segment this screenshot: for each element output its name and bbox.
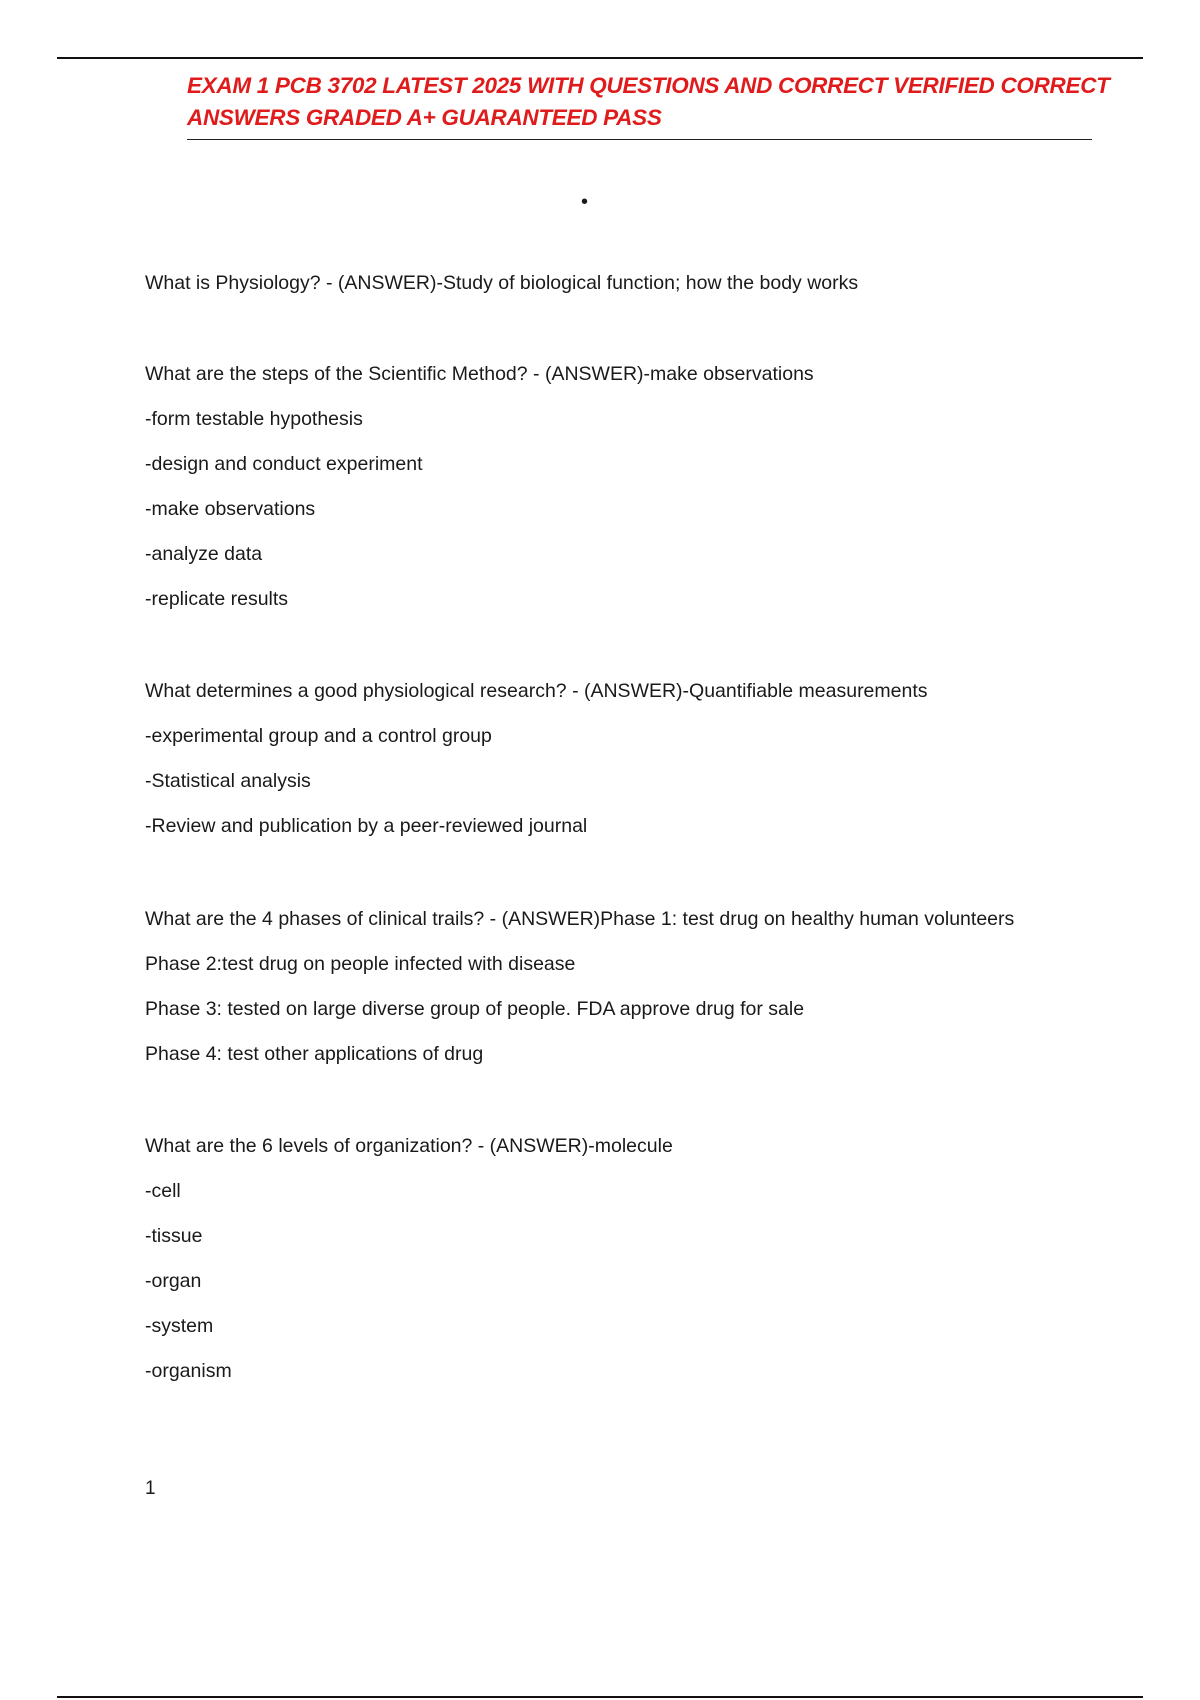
answer-line: -replicate results bbox=[145, 588, 289, 610]
qa-block-physiology bbox=[145, 271, 1145, 316]
answer-line: -tissue bbox=[145, 1225, 203, 1247]
answer-line: -Review and publication by a peer-reviewed journal bbox=[145, 815, 588, 837]
answer-line: -system bbox=[145, 1315, 214, 1337]
qa-block-clinical-trials bbox=[145, 907, 1145, 1087]
qa-block-good-research bbox=[145, 679, 1145, 859]
qa-block-levels-of-organization bbox=[145, 1134, 1145, 1404]
document-title bbox=[187, 70, 1110, 140]
top-rule bbox=[57, 57, 1143, 59]
answer-line: Phase 4: test other applications of drug bbox=[145, 1043, 484, 1065]
answer-line: -organism bbox=[145, 1360, 232, 1382]
answer-line: -analyze data bbox=[145, 543, 263, 565]
answer-line: -organ bbox=[145, 1270, 202, 1292]
qa-block-scientific-method bbox=[145, 362, 1145, 632]
bullet-mark: • bbox=[581, 191, 589, 213]
title-line-1: EXAM 1 PCB 3702 LATEST 2025 WITH QUESTIONS AND CORRECT VERIFIED CORRECT bbox=[187, 73, 1110, 98]
answer-line: -Statistical analysis bbox=[145, 770, 311, 792]
question-line: What are the 6 levels of organization? - (ANSWER)-molecule bbox=[145, 1135, 673, 1157]
answer-line: -cell bbox=[145, 1180, 181, 1202]
question-line: What are the 4 phases of clinical trails? - (ANSWER)Phase 1: test drug on healthy human volunteers bbox=[145, 908, 1015, 930]
answer-line: Phase 3: tested on large diverse group of people. FDA approve drug for sale bbox=[145, 998, 805, 1020]
title-line-2: ANSWERS GRADED A+ GUARANTEED PASS bbox=[187, 105, 662, 130]
page-number: 1 bbox=[145, 1478, 156, 1499]
question-line: What are the steps of the Scientific Method? - (ANSWER)-make observations bbox=[145, 363, 814, 385]
question-line: What is Physiology? - (ANSWER)-Study of biological function; how the body works bbox=[145, 272, 859, 294]
answer-line: -experimental group and a control group bbox=[145, 725, 492, 747]
answer-line: -design and conduct experiment bbox=[145, 453, 423, 475]
answer-line: -make observations bbox=[145, 498, 316, 520]
answer-line: -form testable hypothesis bbox=[145, 408, 363, 430]
answer-line: Phase 2:test drug on people infected with disease bbox=[145, 953, 576, 975]
question-line: What determines a good physiological research? - (ANSWER)-Quantifiable measurements bbox=[145, 680, 928, 702]
bottom-rule bbox=[57, 1696, 1143, 1698]
